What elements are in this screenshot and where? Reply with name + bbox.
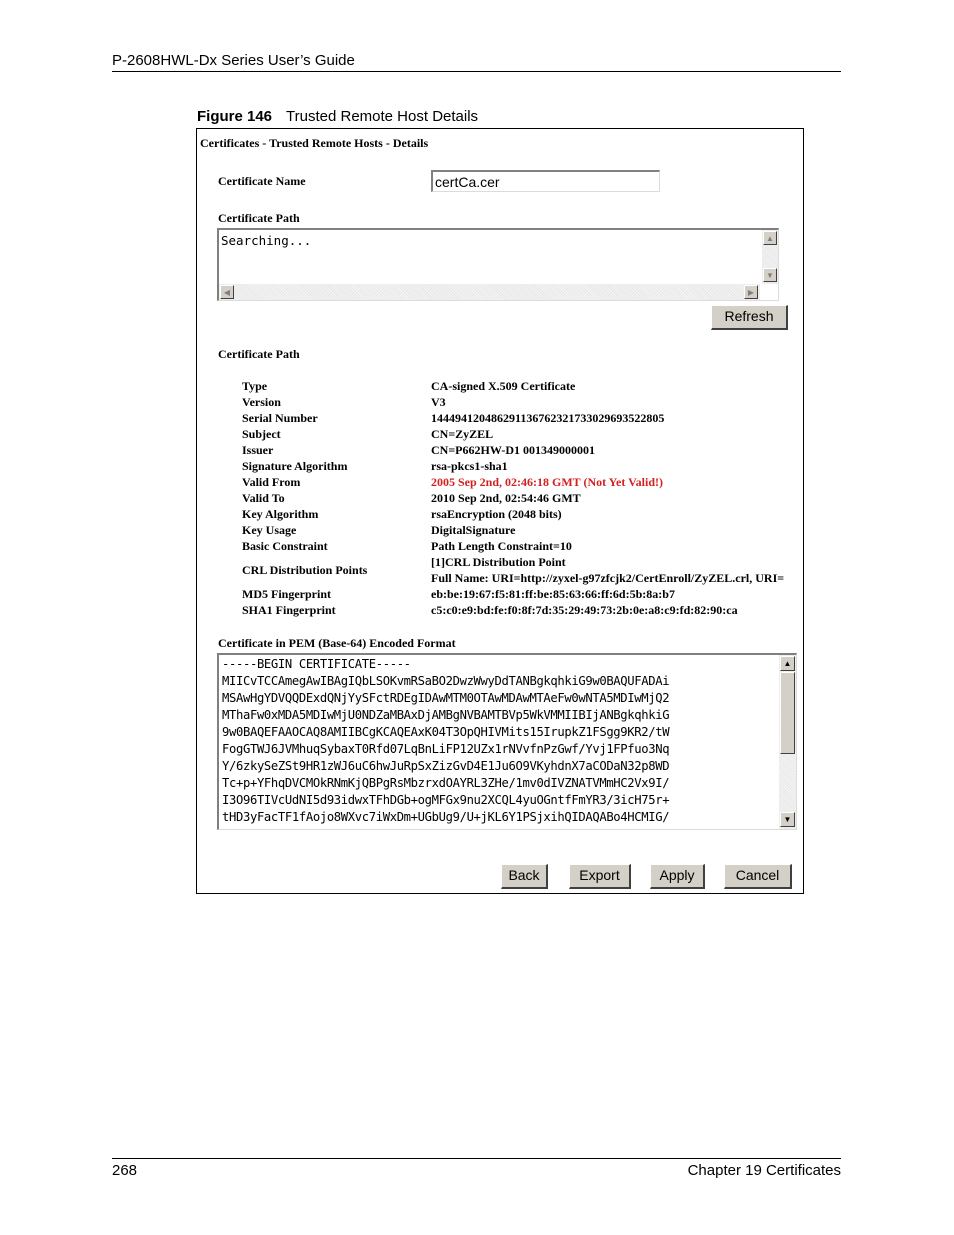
scroll-left-icon[interactable]: ◀	[220, 285, 234, 299]
detail-row-valid-to	[242, 491, 807, 507]
scroll-up-icon[interactable]: ▲	[763, 231, 777, 245]
path-horizontal-scrollbar[interactable]	[219, 284, 760, 300]
pem-line: MIICvTCCAmegAwIBAgIQbLSOKvmRSaBO2DwzWwyDdTANBgkqhkiG9w0BAQUFADAi	[222, 674, 670, 688]
chapter-title: Chapter 19 Certificates	[687, 1162, 841, 1179]
detail-label: CRL Distribution Points	[242, 563, 368, 577]
detail-label: Version	[242, 395, 281, 409]
detail-value: Path Length Constraint=10	[431, 539, 572, 553]
certificate-path-text: Searching...	[221, 233, 312, 248]
figure-number: Figure 146	[197, 108, 273, 125]
detail-label: Type	[242, 379, 268, 393]
detail-row-key-usage	[242, 523, 807, 539]
detail-value: c5:c0:e9:bd:fe:f0:8f:7d:35:29:49:73:2b:0e:a8:c9:fd:82:90:ca	[431, 603, 738, 617]
refresh-button[interactable]: Refresh	[711, 305, 788, 330]
detail-row-type	[242, 379, 807, 395]
pem-line: tHD3yFacTF1fAojo8WXvc7iWxDm+UGbUg9/U+jKL6Y1PSjxihQIDAQABo4HCMIG/	[222, 810, 670, 824]
detail-row-valid-from	[242, 475, 807, 491]
pem-line: I3O96TIVcUdNI5d93idwxTFhDGb+ogMFGx9nu2XCQL4yuOGntfFmYR3/3icH75r+	[222, 793, 670, 807]
detail-label: Basic Constraint	[242, 539, 328, 553]
detail-value: V3	[431, 395, 446, 409]
pem-line: 9w0BAQEFAAOCAQ8AMIIBCgKCAQEAxK04T3OpQHIVMits15IrupkZ1FSgg9KR2/tW	[222, 725, 670, 739]
detail-value-line2: Full Name: URI=http://zyxel-g97zfcjk2/CertEnroll/ZyZEL.crl, URI=	[431, 571, 785, 585]
scroll-up-icon[interactable]: ▲	[780, 656, 795, 671]
pem-line: -----BEGIN CERTIFICATE-----	[222, 657, 411, 671]
detail-label: SHA1 Fingerprint	[242, 603, 336, 617]
apply-button[interactable]: Apply	[650, 864, 705, 889]
certificate-path-textarea[interactable]	[217, 228, 779, 301]
cancel-button[interactable]: Cancel	[724, 864, 792, 889]
detail-label: Valid From	[242, 475, 301, 489]
detail-row-version	[242, 395, 807, 411]
detail-label: Subject	[242, 427, 281, 441]
valid-from-warning-value: 2005 Sep 2nd, 02:46:18 GMT (Not Yet Valid!)	[431, 475, 664, 489]
scroll-down-icon[interactable]: ▼	[780, 812, 795, 827]
figure-caption	[197, 108, 478, 125]
detail-row-sha1-fingerprint	[242, 603, 807, 619]
page-number: 268	[112, 1162, 138, 1179]
detail-value: rsaEncryption (2048 bits)	[431, 507, 562, 521]
footer-rule	[112, 1158, 841, 1159]
certificate-name-label: Certificate Name	[218, 174, 306, 188]
pem-label: Certificate in PEM (Base-64) Encoded Format	[218, 636, 456, 650]
detail-value: DigitalSignature	[431, 523, 516, 537]
detail-label: Signature Algorithm	[242, 459, 348, 473]
detail-value: CN=ZyZEL	[431, 427, 494, 441]
scroll-down-icon[interactable]: ▼	[763, 268, 777, 282]
pem-text	[222, 657, 772, 827]
detail-row-subject	[242, 427, 807, 443]
detail-label: Valid To	[242, 491, 285, 505]
detail-value: 2010 Sep 2nd, 02:54:46 GMT	[431, 491, 581, 505]
detail-value: 144494120486291136762321733029693522805	[431, 411, 665, 425]
detail-row-issuer	[242, 443, 807, 459]
detail-label: Serial Number	[242, 411, 318, 425]
detail-value: eb:be:19:67:f5:81:ff:be:85:63:66:ff:6d:5b:8a:b7	[431, 587, 675, 601]
pem-textarea[interactable]	[217, 653, 797, 830]
detail-row-crl-distribution-points	[242, 555, 807, 587]
detail-row-basic-constraint	[242, 539, 807, 555]
header-rule	[112, 71, 841, 72]
panel-title: Certificates - Trusted Remote Hosts - Details	[200, 136, 429, 150]
detail-value: CN=P662HW-D1 001349000001	[431, 443, 596, 457]
back-button[interactable]: Back	[501, 864, 548, 889]
certificate-name-value: certCa.cer	[435, 174, 500, 190]
detail-value: CA-signed X.509 Certificate	[431, 379, 576, 393]
certificate-path-label: Certificate Path	[218, 211, 300, 225]
figure-title: Trusted Remote Host Details	[286, 108, 479, 125]
detail-label: MD5 Fingerprint	[242, 587, 331, 601]
detail-value: [1]CRL Distribution Point	[431, 555, 566, 569]
pem-line: FogGTWJ6JVMhuqSybaxT0Rfd07LqBnLiFP12UZx1rNVvfnPzGwf/Yvj1FPfuo3Nq	[222, 742, 670, 756]
detail-label: Issuer	[242, 443, 274, 457]
pem-vertical-scrollbar[interactable]	[779, 655, 796, 829]
scroll-thumb[interactable]	[780, 672, 795, 754]
details-heading: Certificate Path	[218, 347, 300, 361]
pem-line: MSAwHgYDVQQDExdQNjYySFctRDEgIDAwMTM0OTAwMDAwMTAeFw0wNTA5MDIwMjQ2	[222, 691, 670, 705]
detail-label: Key Algorithm	[242, 507, 319, 521]
path-vertical-scrollbar[interactable]	[762, 230, 778, 284]
pem-line: Y/6zkySeZSt9HR1zWJ6uC6hwJuRpSxZizGvD4E1Ju6O9VKyhdnX7aCODaN32p8WD	[222, 759, 670, 773]
page-header: P-2608HWL-Dx Series User’s Guide	[112, 52, 355, 69]
detail-row-md5-fingerprint	[242, 587, 807, 603]
certificate-name-field[interactable]	[431, 170, 660, 192]
pem-line: MThaFw0xMDA5MDIwMjU0NDZaMBAxDjAMBgNVBAMTBVp5WkVMMIIBIjANBgkqhkiG	[222, 708, 670, 722]
detail-row-key-algorithm	[242, 507, 807, 523]
export-button[interactable]: Export	[569, 864, 631, 889]
scroll-right-icon[interactable]: ▶	[744, 285, 758, 299]
detail-row-signature-algorithm	[242, 459, 807, 475]
detail-label: Key Usage	[242, 523, 297, 537]
detail-row-serial-number	[242, 411, 807, 427]
detail-value: rsa-pkcs1-sha1	[431, 459, 508, 473]
pem-line: Tc+p+YFhqDVCMOkRNmKjQBPgRsMbzrxdOAYRL3ZHe/1mv0dIVZNATVMmHC2Vx9I/	[222, 776, 670, 790]
